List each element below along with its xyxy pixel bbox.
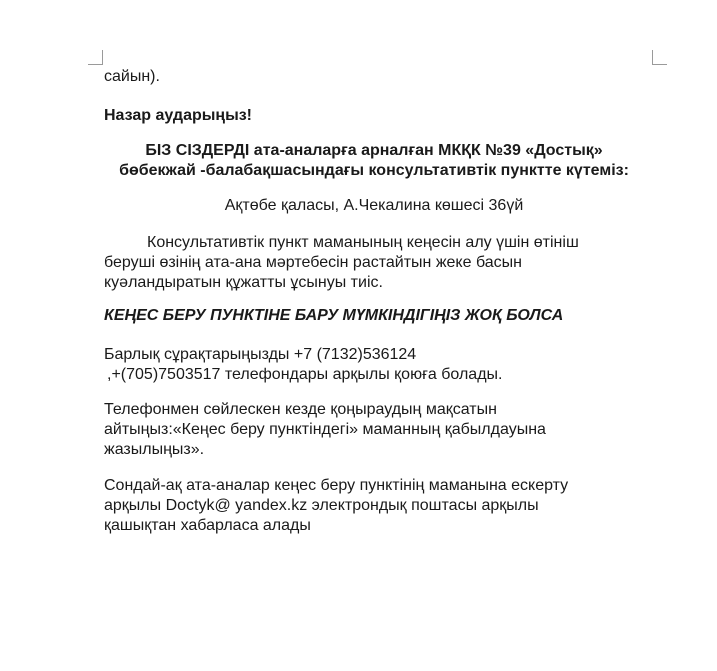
email-line-1: Сондай-ақ ата-аналар кеңес беру пунктінің маманына ескерту — [104, 477, 569, 494]
paragraph-1-line-3: куәландыратын құжатты ұсынуы тиіс. — [104, 274, 383, 291]
invite-line-2: бөбекжай -балабақшасындағы консультативтік пунктте күтеміз: — [119, 162, 629, 179]
call-line-2: айтыңыз:«Кеңес беру пунктіндегі» маманның қабылдауына — [104, 421, 546, 438]
margin-corner-top-right — [652, 50, 667, 65]
address-text: Ақтөбе қаласы, А.Чекалина көшесі 36үй — [224, 197, 524, 214]
email-line-3: қашықтан хабарласа алады — [104, 517, 311, 534]
attention-heading: Назар аударыңыз! — [104, 107, 253, 124]
paragraph-1-line-1: Консультативтік пункт маманының кеңесін алу үшін өтініш — [147, 234, 579, 251]
invite-line-1: БІЗ СІЗДЕРДІ ата-аналарға арналған МКҚК №39 «Достық» — [145, 142, 603, 159]
email-line-2: арқылы Doctyk@ yandex.kz электрондық поштасы арқылы — [104, 497, 539, 514]
top-fragment-text: сайын). — [104, 68, 160, 85]
margin-corner-top-left — [88, 50, 103, 65]
no-visit-heading: КЕҢЕС БЕРУ ПУНКТІНЕ БАРУ МҮМКІНДІГІҢІЗ ЖОҚ БОЛСА — [104, 307, 564, 324]
paragraph-1-line-2: беруші өзінің ата-ана мәртебесін растайтын жеке басын — [104, 254, 522, 271]
phones-line-1: Барлық сұрақтарыңызды +7 (7132)536124 — [104, 346, 417, 363]
call-line-3: жазылыңыз». — [104, 441, 205, 458]
call-line-1: Телефонмен сөйлескен кезде қоңыраудың мақсатын — [104, 401, 497, 418]
phones-line-2: ,+(705)7503517 телефондары арқылы қоюға болады. — [107, 366, 503, 383]
